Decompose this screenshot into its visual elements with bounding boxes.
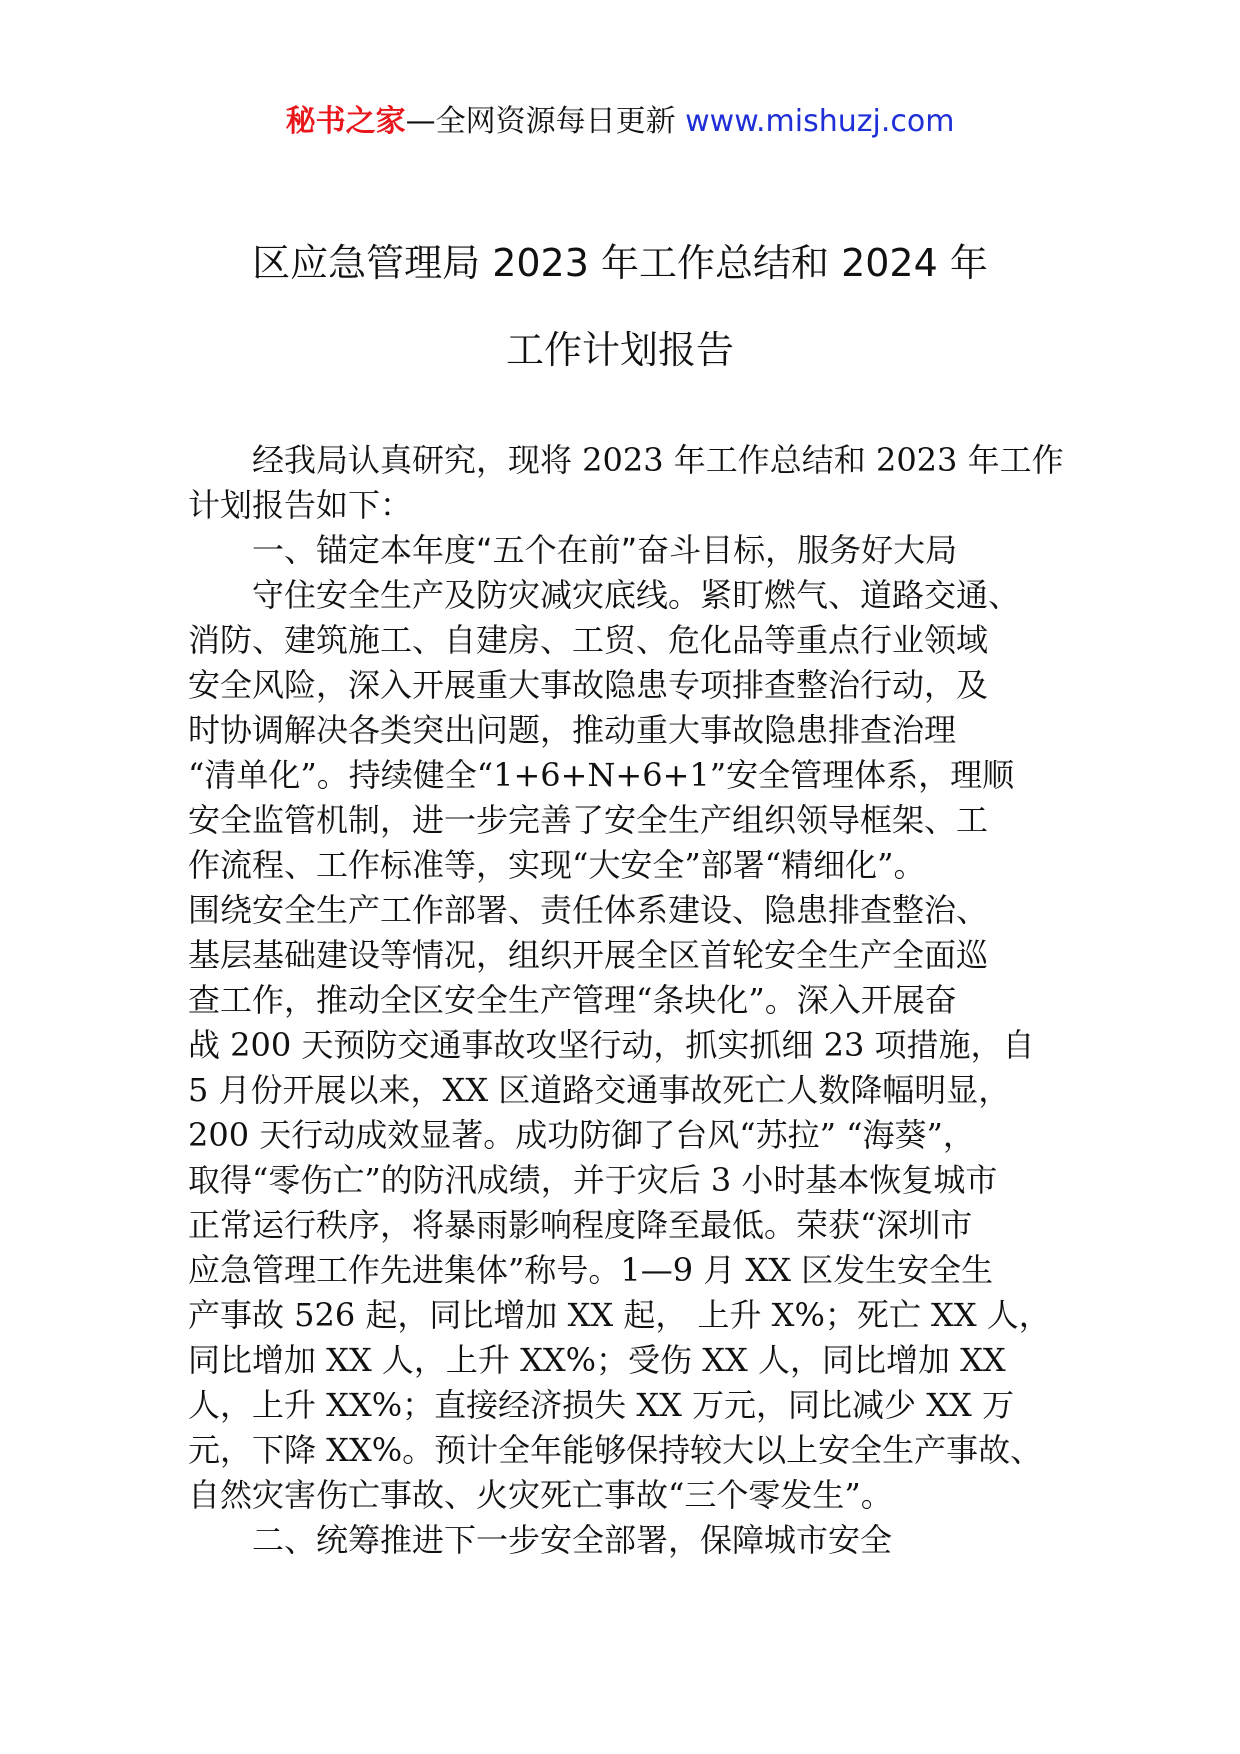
body-line: 计划报告如下： xyxy=(188,486,413,524)
body-line: 正常运行秩序，将暴雨影响程度降至最低。荣获“深圳市 xyxy=(188,1206,973,1244)
section-heading-1: 一、锚定本年度“五个在前”奋斗目标，服务好大局 xyxy=(252,531,958,569)
header-url-link[interactable]: www.mishuzj.com xyxy=(685,104,955,139)
body-line: 围绕安全生产工作部署、责任体系建设、隐患排查整治、 xyxy=(188,891,989,929)
body-line: 同比增加 XX 人，上升 XX%；受伤 XX 人，同比增加 XX xyxy=(188,1341,1006,1379)
body-line: 安全监管机制，进一步完善了安全生产组织领导框架、工 xyxy=(188,801,989,839)
body-line: 产事故 526 起，同比增加 XX 起， 上升 X%；死亡 XX 人， xyxy=(188,1296,1051,1334)
section-heading-2: 二、统筹推进下一步安全部署，保障城市安全 xyxy=(252,1521,893,1559)
body-line: 消防、建筑施工、自建房、工贸、危化品等重点行业领域 xyxy=(188,621,989,659)
body-line: 人，上升 XX%；直接经济损失 XX 万元，同比减少 XX 万 xyxy=(188,1386,1014,1424)
body-line: 元，下降 XX%。预计全年能够保持较大以上安全生产事故、 xyxy=(188,1431,1043,1469)
body-line: 5 月份开展以来，XX 区道路交通事故死亡人数降幅明显， xyxy=(188,1071,1011,1109)
body-line: 时协调解决各类突出问题，推动重大事故隐患排查治理 xyxy=(188,711,957,749)
body-line: 守住安全生产及防灾减灾底线。紧盯燃气、道路交通、 xyxy=(252,576,1021,614)
body-line: 战 200 天预防交通事故攻坚行动，抓实抓细 23 项措施，自 xyxy=(188,1026,1035,1064)
body-line: 200 天行动成效显著。成功防御了台风“苏拉” “海葵”， xyxy=(188,1116,975,1154)
body-line: 经我局认真研究，现将 2023 年工作总结和 2023 年工作 xyxy=(252,441,1064,479)
header-slogan: —全网资源每日更新 xyxy=(405,104,686,139)
body-line: 基层基础建设等情况，组织开展全区首轮安全生产全面巡 xyxy=(188,936,989,974)
document-title-line-2: 工作计划报告 xyxy=(505,328,734,372)
body-line: 自然灾害伤亡事故、火灾死亡事故“三个零发生”。 xyxy=(188,1476,893,1514)
document-body xyxy=(188,438,1068,1563)
body-line: 安全风险，深入开展重大事故隐患专项排查整治行动，及 xyxy=(188,666,989,704)
brand-name: 秘书之家 xyxy=(285,104,406,139)
body-line: 取得“零伤亡”的防汛成绩，并于灾后 3 小时基本恢复城市 xyxy=(188,1161,998,1199)
body-line: 作流程、工作标准等，实现“大安全”部署“精细化”。 xyxy=(188,846,926,884)
header-banner xyxy=(0,100,1240,144)
body-line: 应急管理工作先进集体”称号。1—9 月 XX 区发生安全生 xyxy=(188,1251,994,1289)
document-title-line-1: 区应急管理局 2023 年工作总结和 2024 年 xyxy=(252,241,988,285)
body-line: 查工作，推动全区安全生产管理“条块化”。深入开展奋 xyxy=(188,981,957,1019)
body-line: “清单化”。持续健全“1+6+N+6+1”安全管理体系，理顺 xyxy=(188,756,1015,794)
